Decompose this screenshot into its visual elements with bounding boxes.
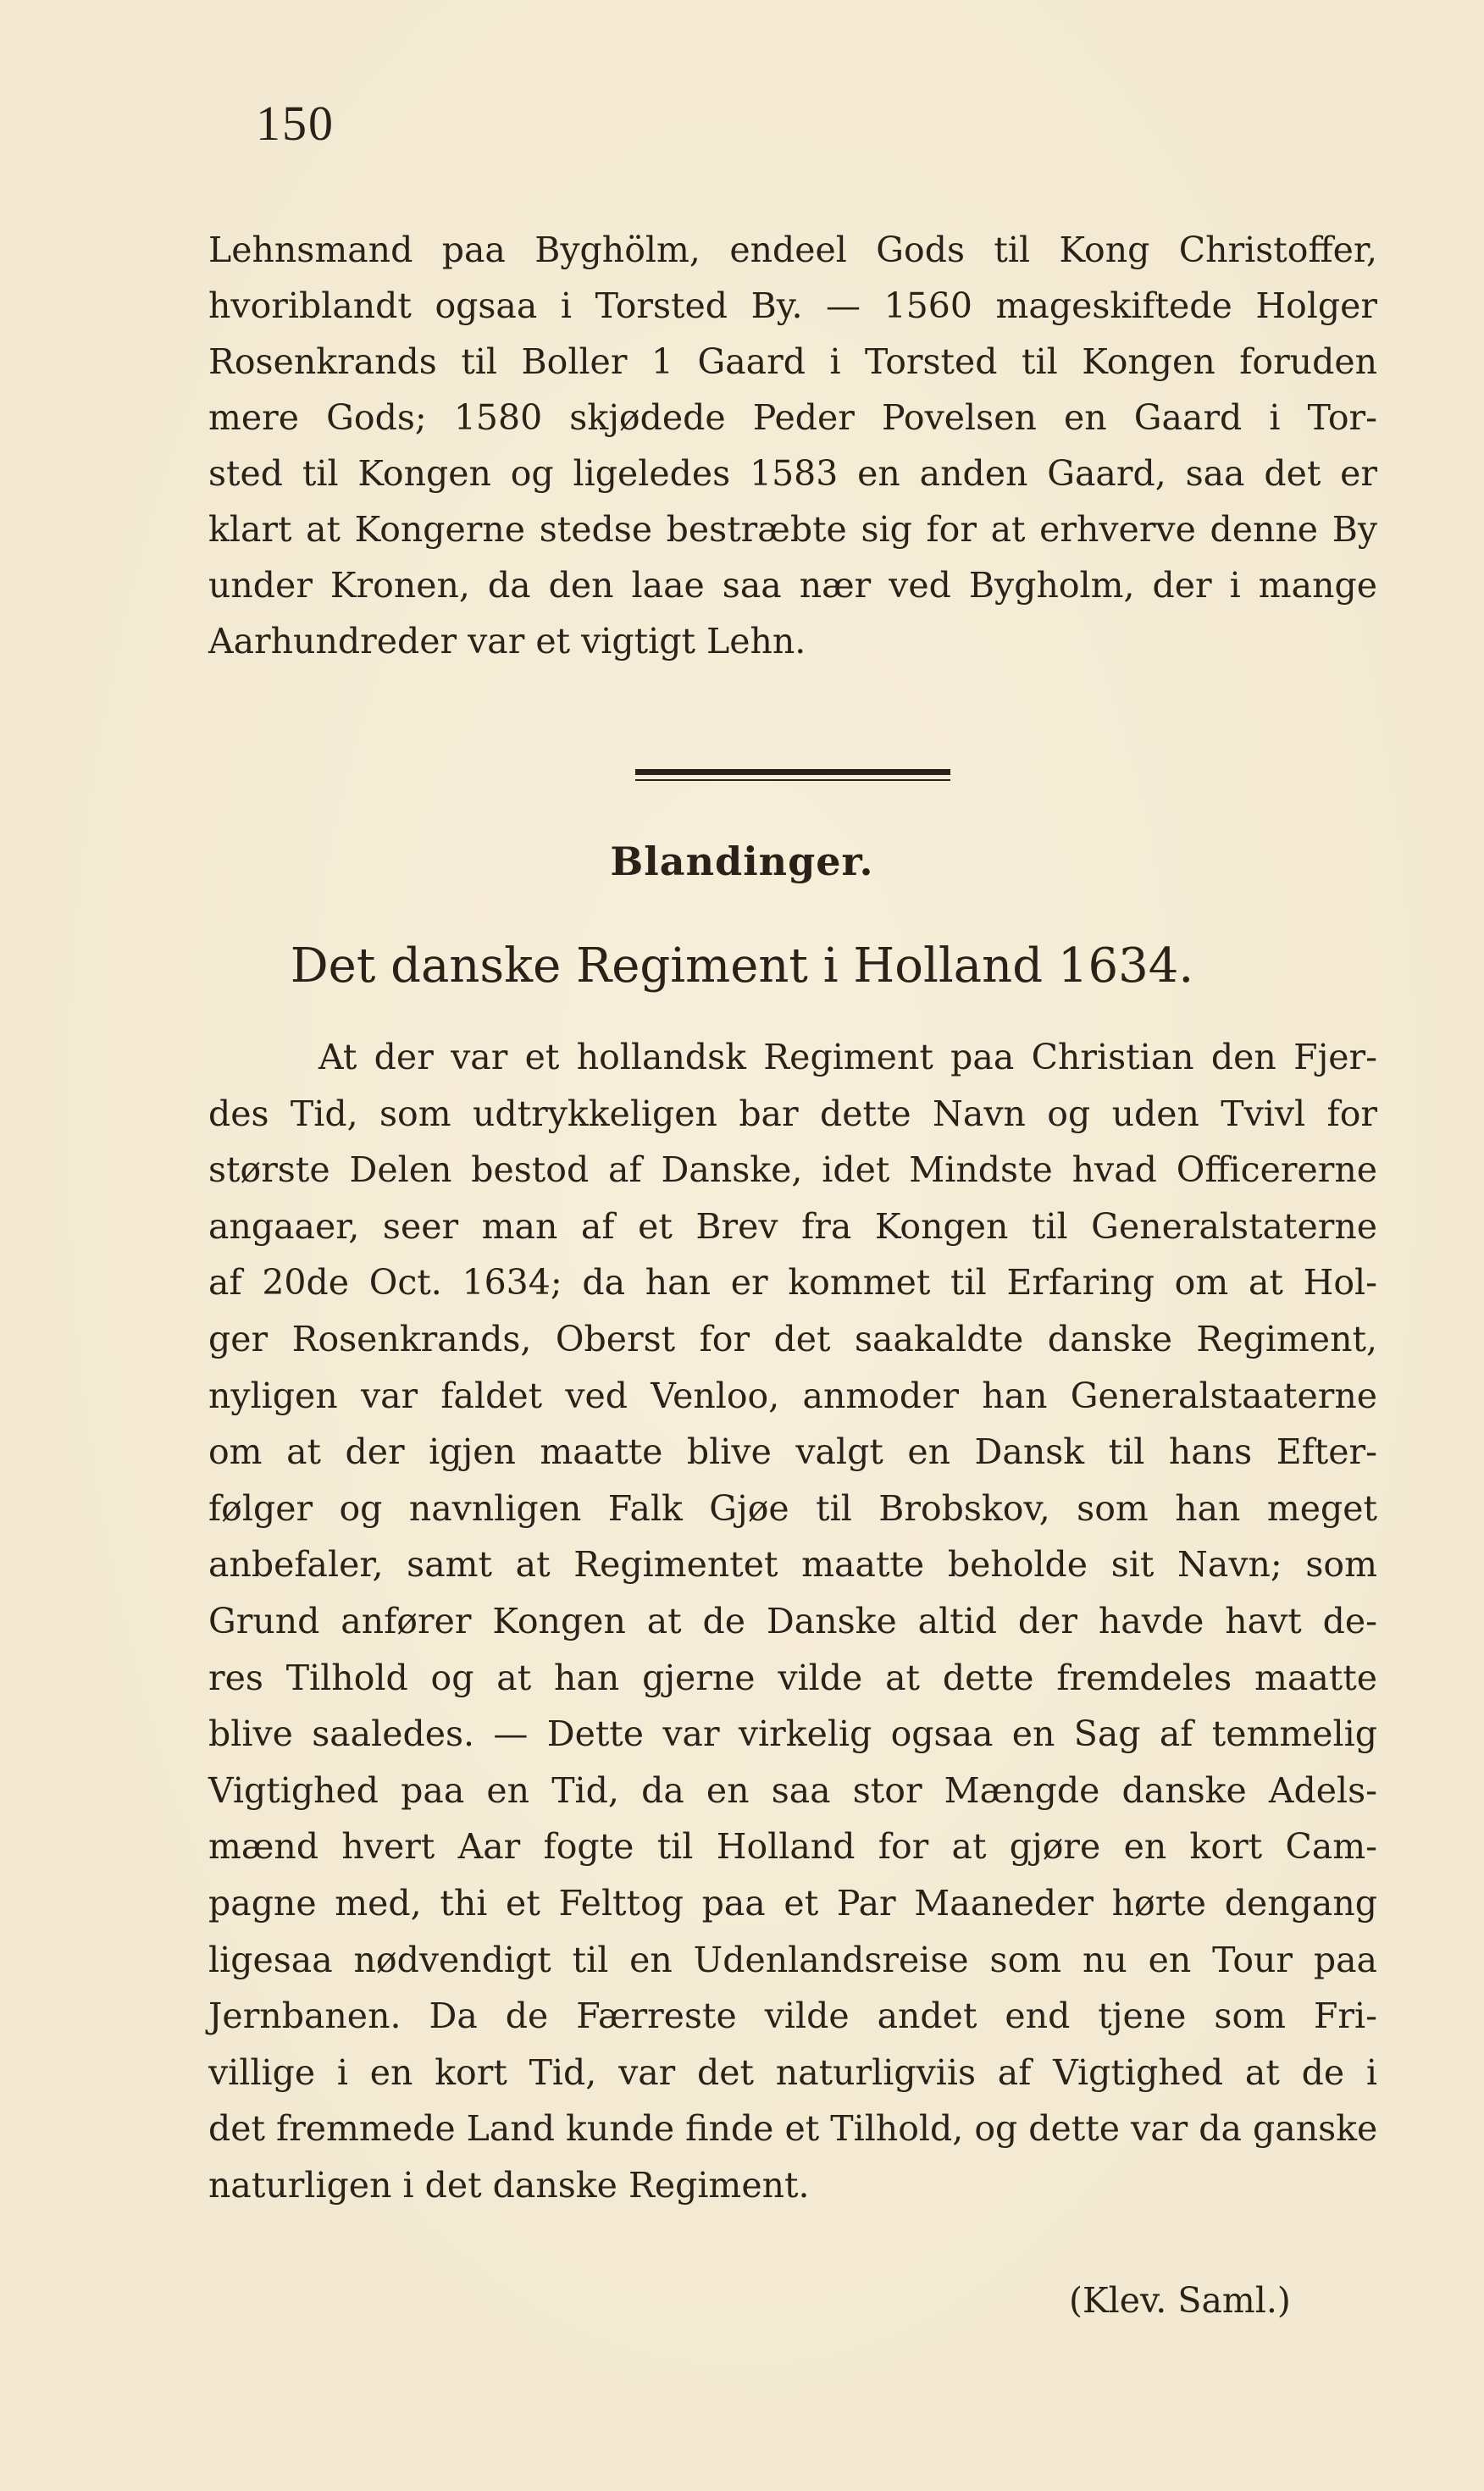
text-line: ger Rosenkrands, Oberst for det saakaldte danske Regiment, [208,1318,1377,1359]
text-line: Grund anfører Kongen at de Danske altid der havde havt de- [208,1600,1377,1641]
text-line: ligesaa nødvendigt til en Udenlandsreise som nu en Tour paa [208,1939,1377,1980]
text-line: hvoriblandt ogsaa i Torsted By. — 1560 mageskiftede Holger [208,285,1377,326]
text-line: sted til Kongen og ligeledes 1583 en anden Gaard, saa det er [208,453,1377,494]
text-line: det fremmede Land kunde finde et Tilhold, og dette var da ganske [208,2108,1378,2150]
page-number: 150 [256,96,335,151]
text-line: villige i en kort Tid, var det naturligviis af Vigtighed at de i [208,2051,1377,2093]
text-line: Rosenkrands til Boller 1 Gaard i Torsted til Kongen foruden [208,341,1377,382]
divider-rule-thin [635,779,950,781]
divider-rule-thick [635,769,950,775]
intro-paragraph [208,222,1377,669]
text-line: mere Gods; 1580 skjødede Peder Povelsen en Gaard i Tor- [208,397,1377,438]
article-body [208,1029,1377,2213]
text-line: Vigtighed paa en Tid, da en saa stor Mængde danske Adels- [208,1769,1377,1811]
text-line: angaaer, seer man af et Brev fra Kongen til Generalstaterne [208,1205,1377,1247]
text-line: om at der igjen maatte blive valgt en Dansk til hans Efter- [208,1431,1377,1473]
text-line: pagne med, thi et Felttog paa et Par Maaneder hørte dengang [208,1882,1377,1924]
text-line: følger og navnligen Falk Gjøe til Brobskov, som han meget [208,1487,1377,1529]
text-line: mænd hvert Aar fogte til Holland for at gjøre en kort Cam- [208,1826,1377,1868]
text-line: Lehnsmand paa Byghölm, endeel Gods til Kong Christoffer, [208,230,1377,270]
text-line: res Tilhold og at han gjerne vilde at dette fremdeles maatte [208,1657,1377,1698]
text-line: At der var et hollandsk Regiment paa Christian den Fjer- [318,1037,1377,1077]
text-line: under Kronen, da den laae saa nær ved Bygholm, der i mange [208,565,1377,606]
text-line: klart at Kongerne stedse bestræbte sig for at erhverve denne By [208,509,1377,550]
text-line: des Tid, som udtrykkeligen bar dette Navn og uden Tvivl for [208,1093,1377,1134]
text-line: af 20de Oct. 1634; da han er kommet til Erfaring om at Hol- [208,1262,1377,1304]
text-line: naturligen i det danske Regiment. [208,2164,810,2206]
text-line: Aarhundreder var et vigtigt Lehn. [208,621,806,661]
text-line: Jernbanen. Da de Færreste vilde andet end tjene som Fri- [208,1996,1377,2037]
article-title: Det danske Regiment i Holland 1634. [290,938,1194,994]
section-heading: Blandinger. [610,839,874,884]
text-line: største Delen bestod af Danske, idet Mindste hvad Officererne [208,1149,1377,1191]
text-line: blive saaledes. — Dette var virkelig ogsaa en Sag af temmelig [208,1713,1377,1755]
source-citation: (Klev. Saml.) [1069,2280,1291,2321]
text-line: anbefaler, samt at Regimentet maatte beholde sit Navn; som [208,1544,1377,1586]
text-line: nyligen var faldet ved Venloo, anmoder han Generalstaaterne [208,1375,1377,1416]
